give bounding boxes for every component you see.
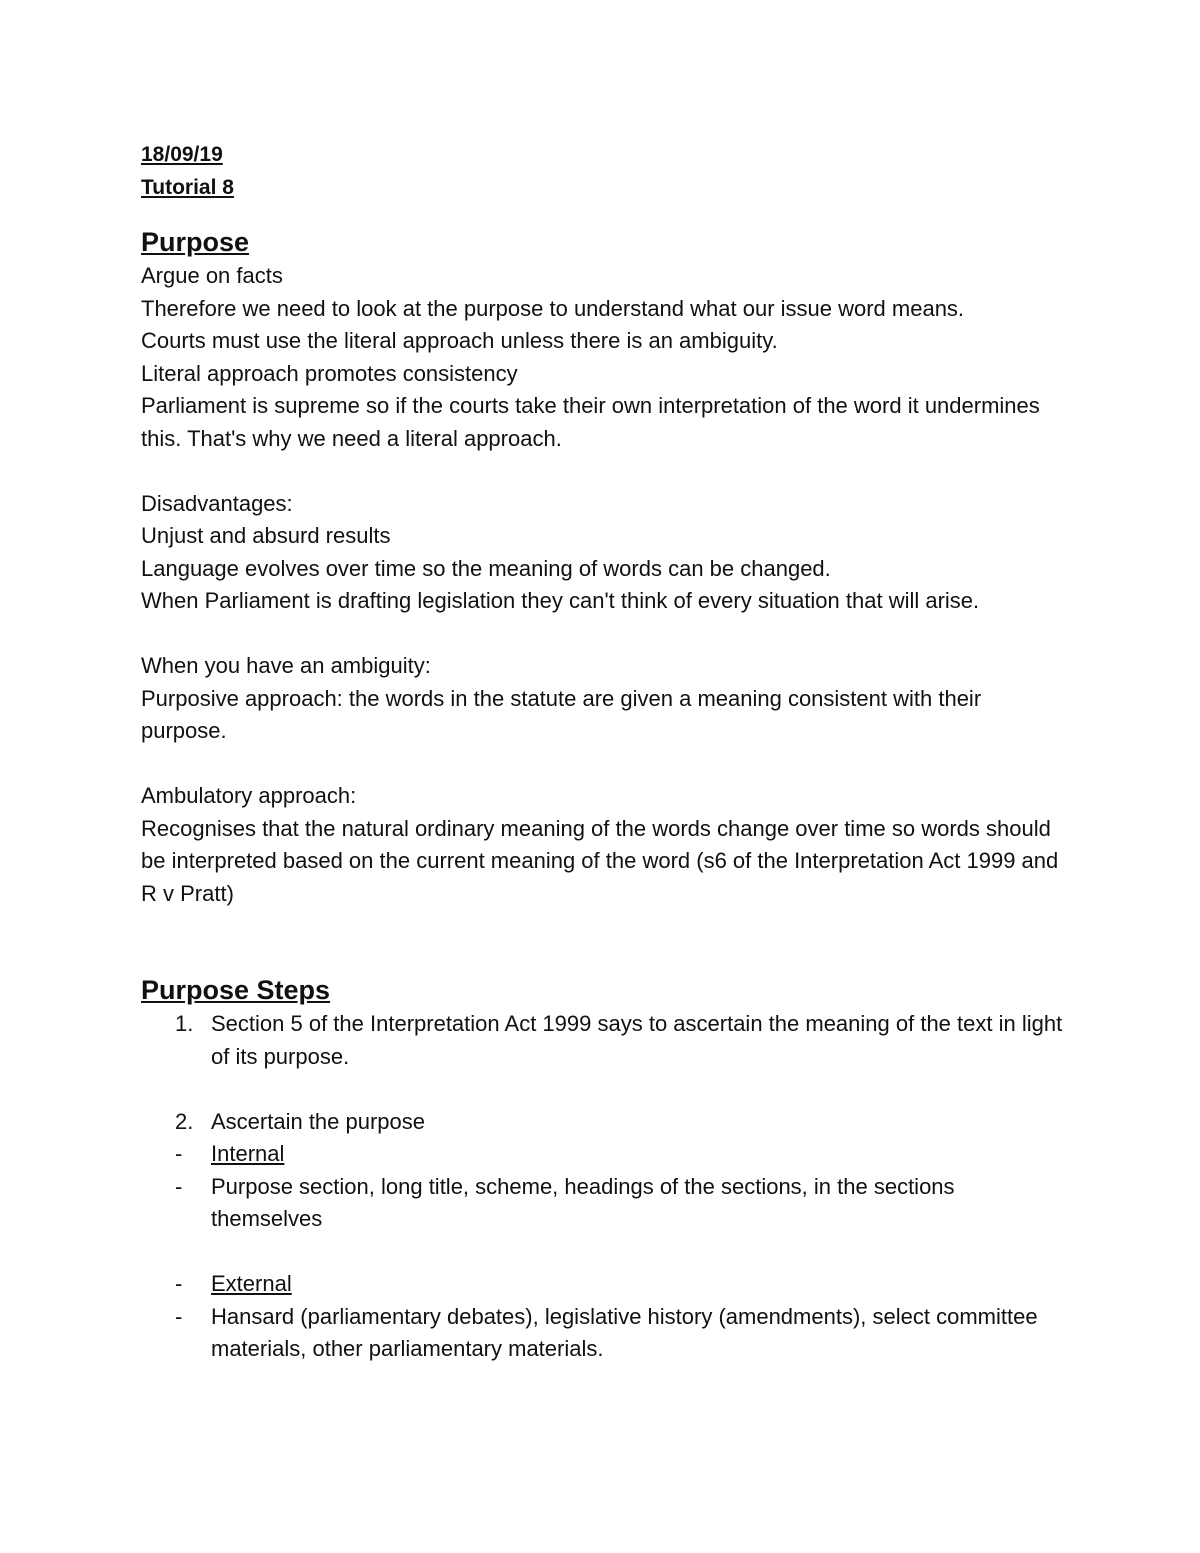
spacer (141, 455, 1071, 488)
purpose-line: Parliament is supreme so if the courts take their own interpretation of the word it undermines this. That's why we need a literal approach. (141, 393, 1040, 451)
purpose-line: Argue on facts (141, 263, 283, 288)
list-item (141, 1301, 1071, 1366)
spacer (141, 748, 1071, 781)
spacer (141, 618, 1071, 651)
step-2-text: Ascertain the purpose (211, 1108, 426, 1134)
purposive-approach-text: Purposive approach: the words in the statute are given a meaning consistent with their purpose. (141, 685, 982, 743)
internal-sources-text: Purpose section, long title, scheme, headings of the sections, in the sections themselves (211, 1173, 955, 1231)
list-item (141, 1008, 1071, 1073)
document-tutorial-title: Tutorial 8 (141, 176, 234, 199)
document-page (141, 138, 1071, 1366)
disadvantages-label: Disadvantages: (141, 490, 293, 516)
list-item (141, 1268, 1071, 1301)
ambulatory-label: Ambulatory approach: (141, 783, 357, 808)
ambulatory-approach-text: Recognises that the natural ordinary meaning of the words change over time so words should be interpreted based on the current meaning of the word (s6 of the Interpretation Act 1999 and R v Pratt) (141, 815, 1059, 906)
spacer (141, 1073, 1071, 1106)
list-marker: 2. (175, 1108, 194, 1134)
internal-label: Internal (211, 1141, 285, 1166)
bullet-marker: - (175, 1141, 183, 1166)
list-item (141, 1171, 1071, 1236)
ambiguity-label: When you have an ambiguity: (141, 653, 431, 678)
list-item (141, 1106, 1071, 1139)
disadvantage-line: Language evolves over time so the meaning of words can be changed. (141, 555, 831, 581)
purpose-line: Literal approach promotes consistency (141, 360, 518, 386)
bullet-marker: - (175, 1173, 183, 1199)
spacer (141, 1236, 1071, 1269)
bullet-marker: - (175, 1271, 183, 1296)
purpose-line: Courts must use the literal approach unless there is an ambiguity. (141, 328, 778, 353)
disadvantage-line: When Parliament is drafting legislation they can't think of every situation that will arise. (141, 588, 980, 613)
external-label: External (211, 1271, 292, 1296)
list-item (141, 1138, 1071, 1171)
document-date: 18/09/19 (141, 143, 223, 166)
purpose-steps-heading: Purpose Steps (141, 975, 331, 1005)
step-1-text: Section 5 of the Interpretation Act 1999 says to ascertain the meaning of the text in light of its purpose. (211, 1011, 1063, 1069)
purpose-heading: Purpose (141, 227, 250, 257)
purpose-line: Therefore we need to look at the purpose to understand what our issue word means. (141, 295, 965, 321)
bullet-marker: - (175, 1303, 183, 1329)
list-marker: 1. (175, 1011, 194, 1036)
disadvantage-line: Unjust and absurd results (141, 523, 391, 548)
external-sources-text: Hansard (parliamentary debates), legislative history (amendments), select committee materials, other parliamentary materials. (211, 1303, 1038, 1361)
